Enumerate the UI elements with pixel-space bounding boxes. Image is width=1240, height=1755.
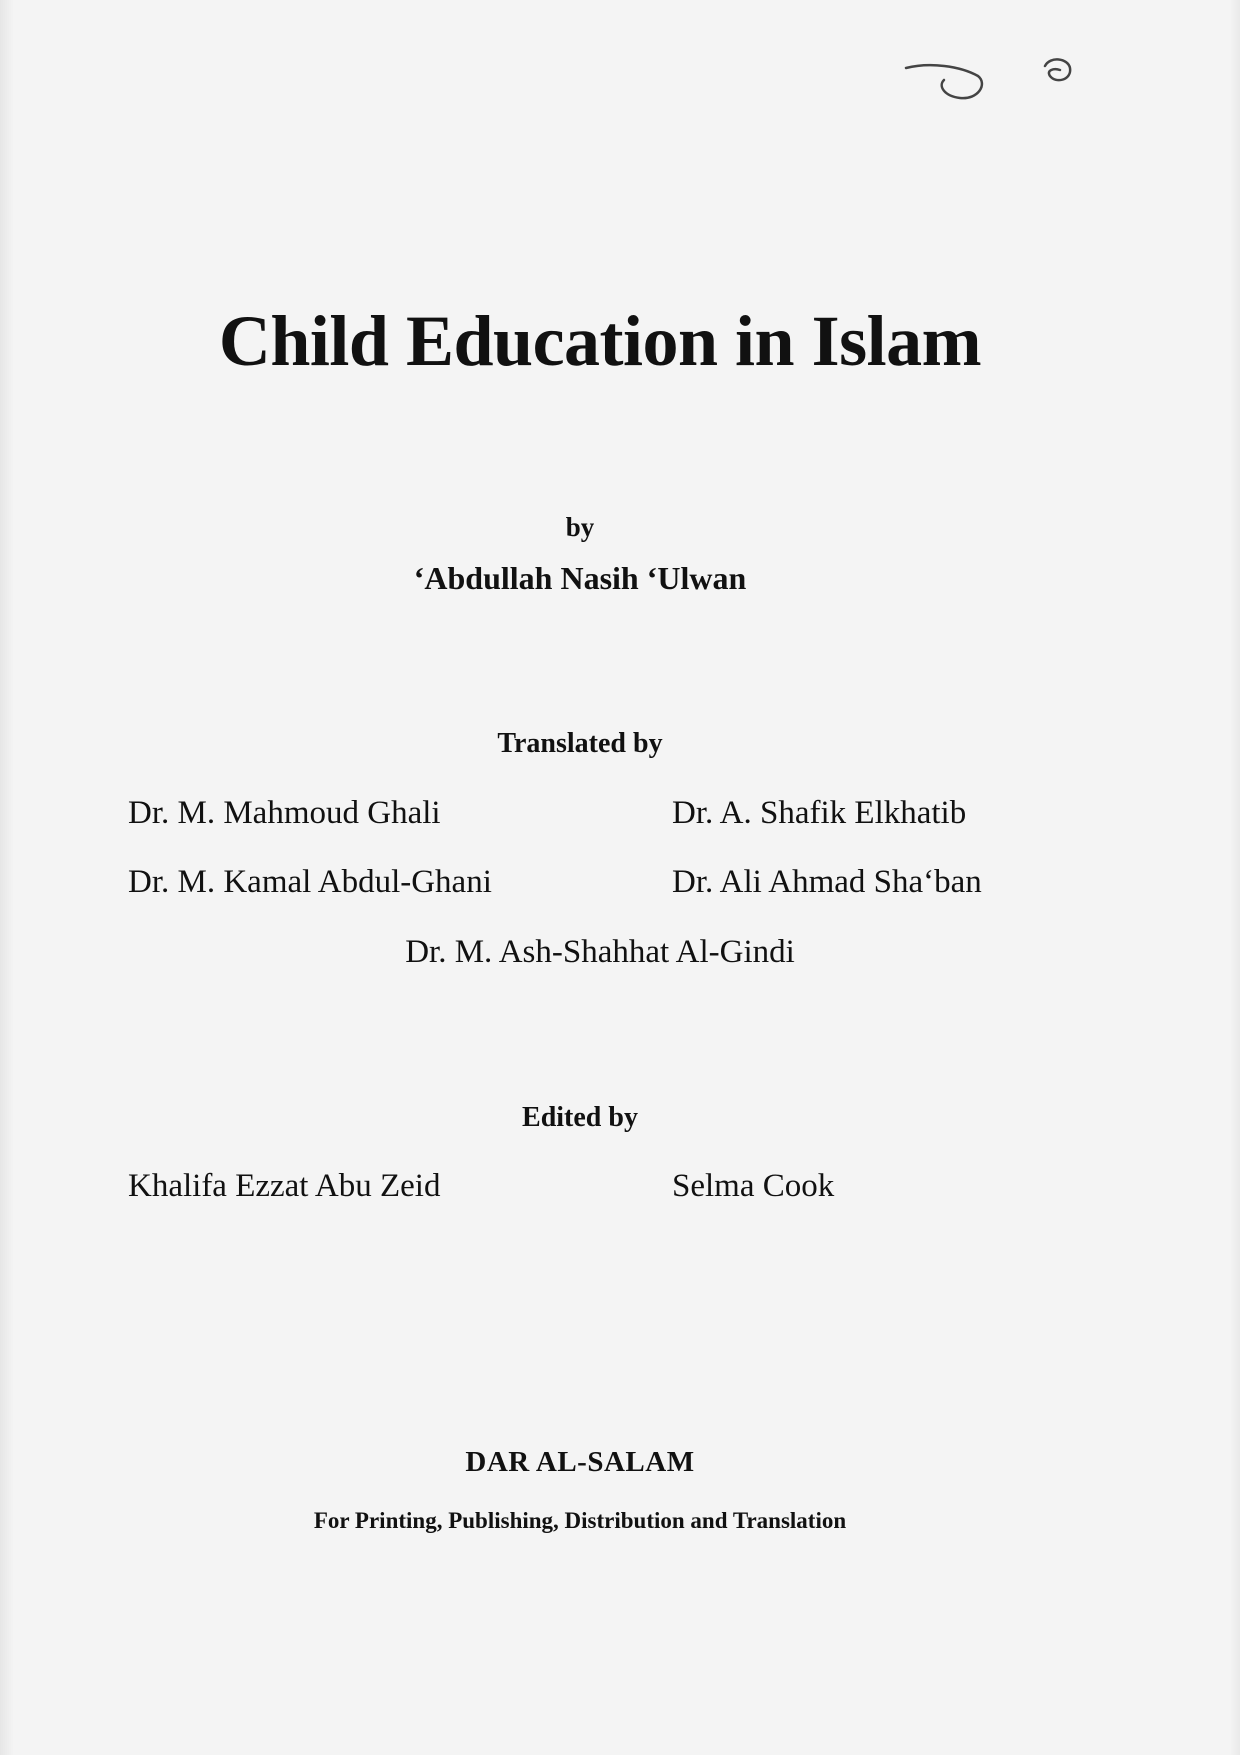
translator-name: Dr. M. Kamal Abdul-Ghani [128,864,492,900]
editor-name: Khalifa Ezzat Abu Zeid [128,1168,441,1204]
page-edge-right [1230,0,1240,1755]
translator-name: Dr. A. Shafik Elkhatib [672,795,967,831]
publisher-tagline: For Printing, Publishing, Distribution and Translation [313,1508,847,1533]
translator-name: Dr. M. Ash-Shahhat Al-Gindi [405,934,795,970]
book-title: Child Education in Islam [218,301,982,381]
by-label: by [565,512,595,542]
translator-name: Dr. Ali Ahmad Sha‘ban [672,864,982,900]
translator-name: Dr. M. Mahmoud Ghali [128,795,441,831]
editor-name: Selma Cook [672,1168,835,1204]
handwritten-mark-icon [900,40,1100,130]
publisher-name: DAR AL-SALAM [465,1446,695,1478]
author-name: ‘Abdullah Nasih ‘Ulwan [413,560,747,596]
translated-by-heading: Translated by [497,728,663,759]
edited-by-heading: Edited by [522,1102,638,1133]
page-edge-left [0,0,14,1755]
